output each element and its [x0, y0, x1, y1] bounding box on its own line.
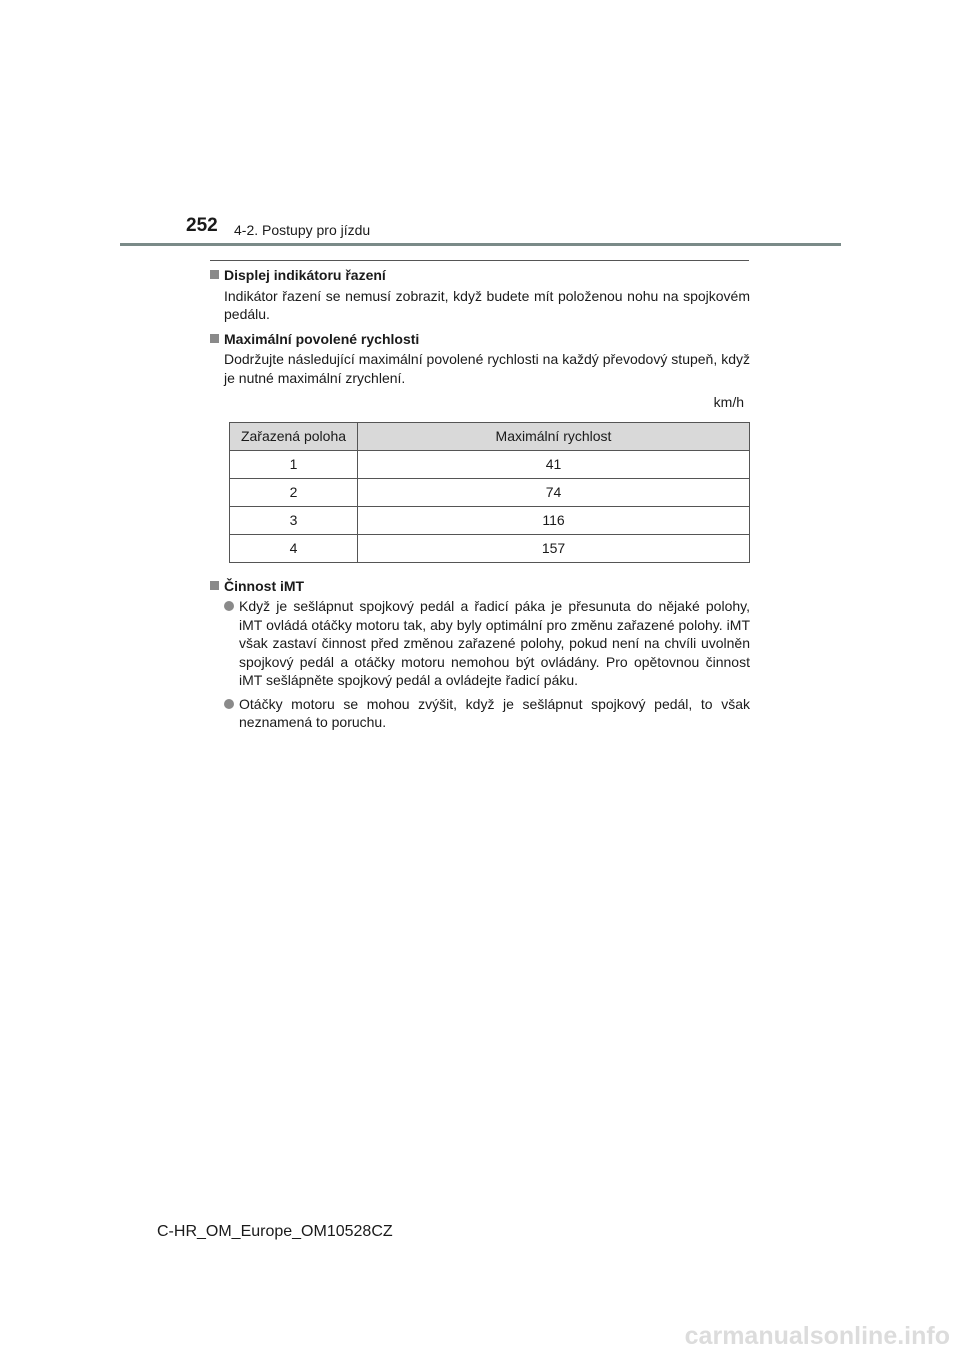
section-heading-text: Maximální povolené rychlosti [224, 330, 420, 347]
page-number: 252 [186, 215, 218, 236]
section-title: 4-2. Postupy pro jízdu [234, 222, 371, 238]
list-item [224, 597, 750, 690]
list-item-text: Otáčky motoru se mohou zvýšit, když je sešlápnut spojkový pedál, to však neznamená to poruchu. [239, 695, 750, 730]
section-heading-text: Činnost iMT [224, 577, 305, 594]
section-heading-max-speeds [210, 330, 750, 349]
table-unit-label: km/h [713, 394, 744, 410]
watermark: carmanualsonline.info [684, 1322, 950, 1350]
table-row [230, 506, 750, 534]
section-heading-shift-indicator [210, 266, 750, 285]
square-bullet-icon [210, 334, 219, 343]
list-item [224, 695, 750, 732]
table-header-row [230, 422, 750, 450]
square-bullet-icon [210, 581, 219, 590]
footer-doc-id: C-HR_OM_Europe_OM10528CZ [157, 1223, 393, 1240]
circle-bullet-icon [224, 601, 234, 611]
table-cell: 41 [358, 450, 750, 478]
table-row [230, 450, 750, 478]
table-header-cell: Maximální rychlost [358, 422, 750, 450]
table-cell: 1 [230, 450, 358, 478]
section-paragraph: Indikátor řazení se nemusí zobrazit, když budete mít položenou nohu na spojkovém pedálu. [224, 287, 750, 322]
content-rule [210, 260, 749, 261]
table-row [230, 478, 750, 506]
table-header-cell: Zařazená poloha [230, 422, 358, 450]
square-bullet-icon [210, 270, 219, 279]
table-cell: 3 [230, 506, 358, 534]
list-item-text: Když je sešlápnut spojkový pedál a řadicí páka je přesunuta do nějaké polohy, iMT ovládá otáčky motoru tak, aby byly optimální pro změnu zařazené polohy. iMT však zastaví činnost před změnou zařazené polohy, pokud není na chvíli uvolněn spojkový pedál a otáčky motoru nemohou být ovládány. Pro opětovnou činnost iMT sešlápněte spojkový pedál a ovládejte řadicí páku. [239, 598, 750, 688]
circle-bullet-icon [224, 699, 234, 709]
speed-table [229, 422, 750, 563]
table-cell: 4 [230, 534, 358, 562]
section-heading-imt [210, 577, 750, 596]
table-cell: 2 [230, 478, 358, 506]
table-cell: 157 [358, 534, 750, 562]
section-paragraph: Dodržujte následující maximální povolené rychlosti na každý převodový stupeň, když je nutné maximální zrychlení. [224, 351, 750, 386]
header-rule [120, 243, 841, 246]
section-heading-text: Displej indikátoru řazení [224, 267, 386, 283]
table-row [230, 534, 750, 562]
table-cell: 74 [358, 478, 750, 506]
table-cell: 116 [358, 506, 750, 534]
page-content [210, 266, 750, 737]
